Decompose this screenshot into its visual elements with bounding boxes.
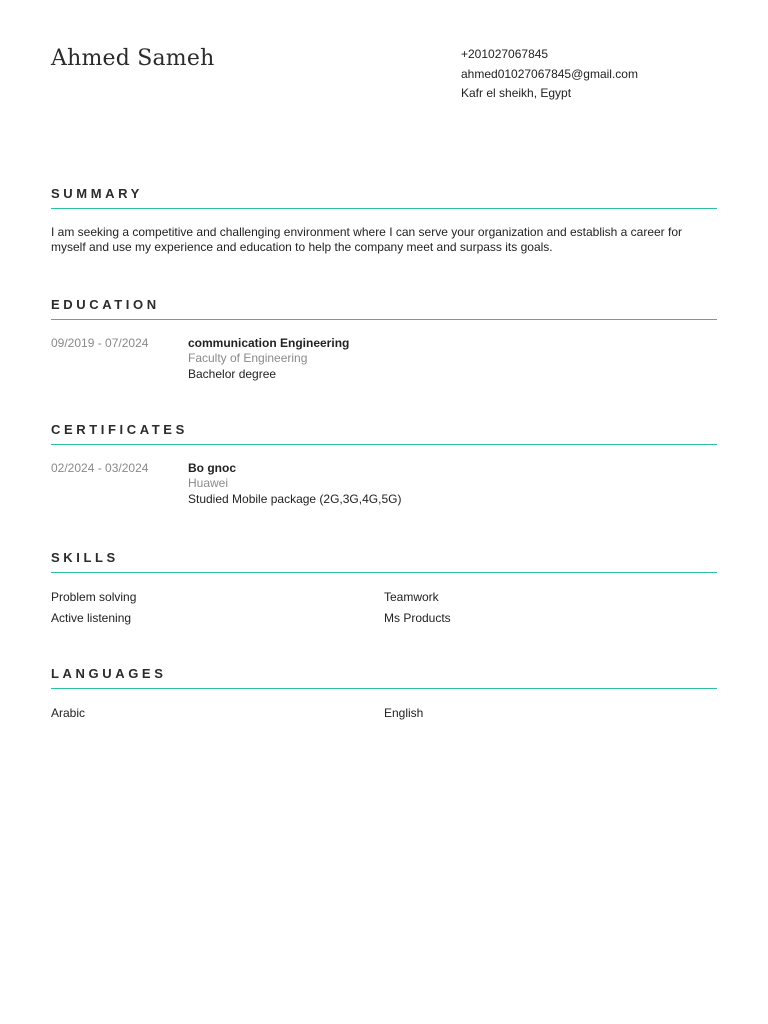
phone-number: +201027067845 <box>461 47 549 61</box>
skill-item: Teamwork <box>384 590 439 604</box>
candidate-name: Ahmed Sameh <box>51 46 215 71</box>
entry-description: Studied Mobile package (2G,3G,4G,5G) <box>188 492 402 506</box>
education-section <box>51 297 717 382</box>
contact-info <box>461 46 638 105</box>
entry-dates: 09/2019 - 07/2024 <box>51 336 149 350</box>
languages-heading: LANGUAGES <box>51 666 167 681</box>
skill-item: Ms Products <box>384 611 451 625</box>
email-address: ahmed01027067845@gmail.com <box>461 66 638 81</box>
entry-organization: Faculty of Engineering <box>188 351 308 365</box>
location: Kafr el sheikh, Egypt <box>461 86 572 100</box>
education-entry <box>51 336 717 382</box>
languages-list <box>51 705 717 726</box>
language-item: English <box>384 706 424 720</box>
section-divider <box>51 688 717 689</box>
entry-title: communication Engineering <box>188 336 350 350</box>
skill-item: Problem solving <box>51 590 137 604</box>
languages-section <box>51 666 717 726</box>
skills-heading: SKILLS <box>51 550 119 565</box>
section-divider <box>51 319 717 320</box>
skill-item: Active listening <box>51 611 132 625</box>
summary-section <box>51 186 717 254</box>
entry-dates: 02/2024 - 03/2024 <box>51 461 149 475</box>
entry-organization: Huawei <box>188 476 229 490</box>
skills-list <box>51 589 717 631</box>
summary-text: I am seeking a competitive and challenging environment where I can serve your organization and establish a career for myself and use my experience and education to help the company meet and surpass its goals. <box>51 225 683 254</box>
certificates-section <box>51 422 717 507</box>
language-item: Arabic <box>51 706 86 720</box>
skills-section <box>51 550 717 631</box>
entry-details <box>188 461 717 507</box>
section-divider <box>51 572 717 573</box>
entry-details <box>188 336 717 382</box>
education-heading: EDUCATION <box>51 297 160 312</box>
certificate-entry <box>51 461 717 507</box>
entry-description: Bachelor degree <box>188 367 277 381</box>
section-divider <box>51 208 717 209</box>
entry-title: Bo gnoc <box>188 461 236 475</box>
section-divider <box>51 444 717 445</box>
summary-heading: SUMMARY <box>51 186 143 201</box>
certificates-heading: CERTIFICATES <box>51 422 188 437</box>
